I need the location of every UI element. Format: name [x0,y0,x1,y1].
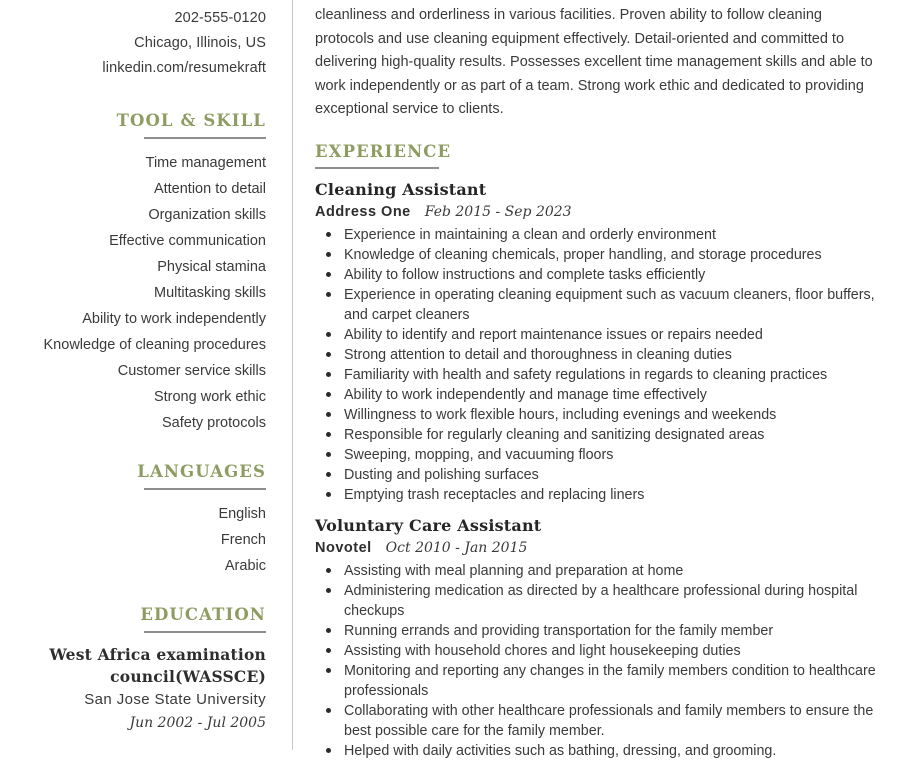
list-item: Monitoring and reporting any changes in the family members condition to healthcare professionals [315,661,876,701]
summary-paragraph: cleanliness and orderliness in various facilities. Proven ability to follow cleaning protocols and use cleaning equipment effectively. Detail-oriented and committed to delivering high-quality results. Possesses excellent time management skills and able to work independently or as part of a team. Strong work ethic and dedicated to providing exceptional service to clients. [315,7,873,117]
experience-heading: EXPERIENCE [315,141,452,161]
list-item: Attention to detail [153,181,266,197]
experience-rule [315,167,439,169]
main-column [293,0,902,759]
list-item: Collaborating with other healthcare professionals and family members to ensure the best possible care for the family member. [315,701,876,741]
list-item: Time management [145,155,266,171]
list-item: Strong work ethic [153,389,266,405]
job-meta [315,537,876,559]
tools-skills-section [20,111,266,436]
list-item: Emptying trash receptacles and replacing liners [315,485,876,505]
contact-linkedin-link[interactable]: linkedin.com/resumekraft [102,60,266,76]
languages-rule [144,488,266,490]
list-item: Familiarity with health and safety regulations in regards to cleaning practices [315,365,876,385]
list-item: Ability to follow instructions and complete tasks efficiently [315,265,876,285]
list-item: Ability to identify and report maintenance issues or repairs needed [315,325,876,345]
education-heading: EDUCATION [140,605,266,624]
job-title: Voluntary Care Assistant [315,515,542,535]
list-item: Arabic [224,558,266,574]
education-school: San Jose State University [84,691,266,708]
job-company: Novotel [315,539,372,556]
list-item: Dusting and polishing surfaces [315,465,876,485]
list-item: Effective communication [109,233,266,249]
experience-section [315,142,876,761]
languages-heading: LANGUAGES [137,462,266,481]
list-item: English [218,506,266,522]
contact-phone: 202-555-0120 [174,10,266,26]
list-item: Multitasking skills [154,285,266,301]
languages-section [20,462,266,579]
job-dates: Feb 2015 - Sep 2023 [424,203,572,220]
list-item: Willingness to work flexible hours, including evenings and weekends [315,405,876,425]
list-item: Assisting with household chores and light housekeeping duties [315,641,876,661]
list-item: Running errands and providing transportation for the family member [315,621,876,641]
education-entry [20,644,266,734]
list-item: Strong attention to detail and thoroughness in cleaning duties [315,345,876,365]
contact-location: Chicago, Illinois, US [134,35,266,51]
list-item: Responsible for regularly cleaning and sanitizing designated areas [315,425,876,445]
list-item: French [220,532,266,548]
list-item: Administering medication as directed by a healthcare professional during hospital checkups [315,581,876,621]
list-item: Knowledge of cleaning procedures [43,337,266,353]
list-item: Ability to work independently [82,311,266,327]
list-item: Organization skills [148,207,266,223]
list-item: Safety protocols [162,415,266,431]
experience-entry [315,515,876,761]
languages-list [20,501,266,579]
tools-skills-list [20,150,266,436]
list-item: Physical stamina [157,259,266,275]
list-item: Experience in operating cleaning equipment such as vacuum cleaners, floor buffers, and carpet cleaners [315,285,876,325]
tools-skills-heading: TOOL & SKILL [116,111,266,130]
job-bullet-list [315,561,876,761]
job-meta [315,201,876,223]
job-title: Cleaning Assistant [315,179,487,199]
education-dates: Jun 2002 - Jul 2005 [129,715,266,731]
list-item: Knowledge of cleaning chemicals, proper handling, and storage procedures [315,245,876,265]
education-section [20,605,266,734]
sidebar [0,0,266,750]
experience-entry [315,179,876,505]
job-dates: Oct 2010 - Jan 2015 [385,539,528,556]
job-company: Address One [315,203,411,220]
contact-block [20,6,266,81]
education-degree: West Africa examination council(WASSCE) [49,645,266,686]
education-rule [144,631,266,633]
list-item: Ability to work independently and manage time effectively [315,385,876,405]
list-item: Helped with daily activities such as bathing, dressing, and grooming. [315,741,876,761]
job-bullet-list [315,225,876,505]
list-item: Sweeping, mopping, and vacuuming floors [315,445,876,465]
list-item: Assisting with meal planning and preparation at home [315,561,876,581]
list-item: Customer service skills [117,363,266,379]
list-item: Experience in maintaining a clean and orderly environment [315,225,876,245]
tools-skills-rule [144,137,266,139]
